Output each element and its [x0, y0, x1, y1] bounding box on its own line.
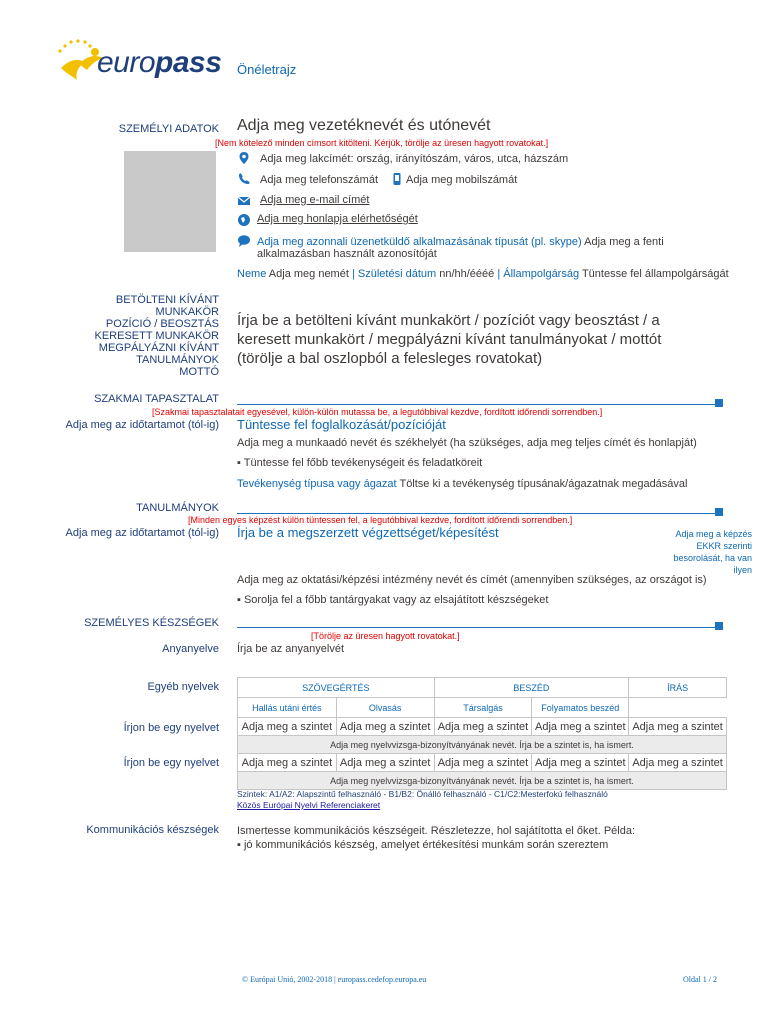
- skills-section-rule: [237, 627, 715, 628]
- level-cell[interactable]: Adja meg a szintet: [238, 718, 337, 736]
- language-table: [237, 677, 727, 790]
- photo-placeholder[interactable]: [124, 151, 216, 252]
- im-type-text: Adja meg azonnali üzenetküldő alkalmazásának típusát (pl. skype): [257, 236, 582, 248]
- subheader-listening: Hallás utáni értés: [238, 698, 337, 718]
- website-globe-icon: [237, 213, 251, 227]
- birth-value: nn/hh/éééé: [439, 268, 495, 280]
- level-cell[interactable]: Adja meg a szintet: [532, 718, 629, 736]
- level-cell[interactable]: Adja meg a szintet: [336, 718, 434, 736]
- certificate-row: [238, 772, 727, 790]
- sex-value: Adja meg nemét: [268, 268, 349, 280]
- education-institution: Adja meg az oktatási/képzési intézmény nevét és címét (amennyiben szükséges, az országot is): [237, 574, 707, 586]
- education-note: [Minden egyes képzést külön tüntessen fel, a legutóbbival kezdve, fordított időrendi sorrendben.]: [188, 515, 573, 525]
- level-cell[interactable]: Adja meg a szintet: [629, 718, 727, 736]
- education-title: Írja be a megszerzett végzettséget/képesítést: [237, 525, 499, 540]
- level-cell[interactable]: Adja meg a szintet: [532, 754, 629, 772]
- position-label-line: POZÍCIÓ / BEOSZTÁS: [105, 318, 219, 330]
- certificate-cell[interactable]: Adja meg nyelvvizsga-bizonyítványának nevét. Írja be a szintet is, ha ismert.: [238, 736, 727, 754]
- sex-label: Neme: [237, 268, 267, 280]
- language-row: [238, 718, 727, 736]
- work-section-marker: [715, 399, 723, 407]
- education-bullet: ▪ Sorolja fel a főbb tantárgyakat vagy az elsajátított készségeket: [237, 594, 549, 606]
- cefr-link[interactable]: Közös Európai Nyelvi Referenciakeret: [237, 800, 381, 810]
- eqf-line: EKKR szerinti: [696, 541, 752, 551]
- footer-copyright: © Európai Unió, 2002-2018 | europass.cedefop.europa.eu: [242, 975, 427, 984]
- skills-section-marker: [715, 622, 723, 630]
- communication-bullet: ▪ jó kommunikációs készség, amelyet értékesítési munkám során szereztem: [237, 839, 609, 851]
- education-section-marker: [715, 508, 723, 516]
- personal-section-label: SZEMÉLYI ADATOK: [118, 123, 219, 135]
- work-section-rule: [237, 404, 715, 405]
- position-text: Írja be a betölteni kívánt munkakört / pozíciót vagy beosztást / a keresett munkakört / megpályázni kívánt tanulmányokat / mottót (törölje a bal oszlopból a felesleges rovatokat): [237, 312, 662, 367]
- skills-section-label: SZEMÉLYES KÉSZSÉGEK: [84, 617, 219, 629]
- address-text: Adja meg lakcímét: ország, irányítószám, város, utca, házszám: [260, 153, 569, 165]
- nationality-label: Állampolgárság: [503, 268, 580, 280]
- position-label-line: KERESETT MUNKAKÖR: [94, 330, 219, 342]
- work-note: [Szakmai tapasztalatait egyesével, külön-külön mutassa be, a legutóbbival kezdve, fordított időrendi sorrendben.]: [152, 407, 603, 417]
- education-dates: Adja meg az időtartamot (tól-ig): [65, 527, 219, 539]
- email-envelope-icon: [237, 194, 251, 208]
- applicant-name: Adja meg vezetéknevét és utónevét: [237, 117, 491, 134]
- document-title: Önéletrajz: [237, 62, 297, 77]
- subheader-reading: Olvasás: [336, 698, 434, 718]
- personal-note: [Nem kötelező minden címsort kitölteni. Kérjük, törölje az üresen hagyott rovatokat.]: [215, 138, 549, 148]
- position-label-line: BETÖLTENI KÍVÁNT: [115, 294, 219, 306]
- subheader-production: Folyamatos beszéd: [532, 698, 629, 718]
- certificate-cell[interactable]: Adja meg nyelvvizsga-bizonyítványának nevét. Írja be a szintet is, ha ismert.: [238, 772, 727, 790]
- subheader-interaction: Társalgás: [434, 698, 532, 718]
- language-row: [238, 754, 727, 772]
- birth-label: Születési dátum: [357, 268, 437, 280]
- certificate-row: [238, 736, 727, 754]
- logo-pass: pass: [155, 46, 222, 79]
- work-bullet: ▪ Tüntesse fel főbb tevékenységeit és feladatköreit: [237, 457, 483, 469]
- work-section-label: SZAKMAI TAPASZTALAT: [94, 393, 219, 405]
- footer-page-number: Oldal 1 / 2: [683, 975, 717, 984]
- work-dates: Adja meg az időtartamot (tól-ig): [65, 419, 219, 431]
- nationality-value: Tüntesse fel állampolgárságát: [581, 268, 729, 280]
- group-header-speaking: BESZÉD: [434, 678, 629, 698]
- location-pin-icon: [237, 151, 251, 165]
- sector-label: Tevékenység típusa vagy ágazat: [237, 478, 397, 490]
- communication-label: Kommunikációs készségek: [86, 824, 219, 836]
- separator: |: [351, 268, 355, 280]
- group-header-writing: ÍRÁS: [629, 678, 727, 698]
- eqf-level-note: [636, 528, 752, 576]
- mobile-text: Adja meg mobilszámát: [406, 174, 518, 186]
- communication-text: Ismertesse kommunikációs készségeit. Részletezze, hol sajátította el őket. Példa:: [237, 825, 636, 837]
- education-section-label: TANULMÁNYOK: [136, 502, 219, 514]
- eqf-line: Adja meg a képzés: [675, 529, 752, 539]
- position-label: [95, 294, 220, 378]
- group-header-understanding: SZÖVEGÉRTÉS: [238, 678, 435, 698]
- level-cell[interactable]: Adja meg a szintet: [238, 754, 337, 772]
- eqf-line: besorolását, ha van: [673, 553, 752, 563]
- skills-note: [Törölje az üresen hagyott rovatokat.]: [311, 631, 460, 641]
- sector-value: Töltse ki a tevékenység típusának/ágazatnak megadásával: [399, 478, 688, 490]
- other-languages-label: Egyéb nyelvek: [147, 681, 219, 693]
- logo-euro: euro: [97, 46, 156, 79]
- levels-legend: Szintek: A1/A2: Alapszintű felhasználó - B1/B2: Önálló felhasználó - C1/C2:Mesterfokú felhasználó: [237, 789, 608, 799]
- website-link[interactable]: Adja meg honlapja elérhetőségét: [257, 213, 418, 225]
- level-cell[interactable]: Adja meg a szintet: [434, 754, 532, 772]
- language-name: Írjon be egy nyelvet: [123, 757, 219, 769]
- subheader-blank: [629, 698, 727, 718]
- phone-icon: [237, 172, 251, 186]
- position-label-line: MEGPÁLYÁZNI KÍVÁNT: [98, 342, 219, 354]
- phone-text: Adja meg telefonszámát: [260, 174, 379, 186]
- level-cell[interactable]: Adja meg a szintet: [629, 754, 727, 772]
- level-cell[interactable]: Adja meg a szintet: [336, 754, 434, 772]
- mother-tongue-value: Írja be az anyanyelvét: [237, 643, 345, 655]
- level-cell[interactable]: Adja meg a szintet: [434, 718, 532, 736]
- mother-tongue-label: Anyanyelve: [162, 643, 219, 655]
- eqf-line: ilyen: [733, 565, 752, 575]
- work-title: Tüntesse fel foglalkozását/pozícióját: [237, 417, 446, 432]
- europass-logo: [55, 38, 225, 88]
- work-employer: Adja meg a munkaadó nevét és székhelyét (ha szükséges, adja meg teljes címét és honlapját): [237, 437, 697, 449]
- im-id-text: Adja meg a fenti alkalmazásban használt azonosítóját: [257, 236, 664, 260]
- email-link[interactable]: Adja meg e-mail címét: [260, 194, 370, 206]
- position-label-line: MUNKAKÖR: [155, 306, 219, 318]
- language-name: Írjon be egy nyelvet: [123, 722, 219, 734]
- education-section-rule: [237, 513, 715, 514]
- separator: |: [497, 268, 501, 280]
- chat-bubble-icon: [237, 234, 251, 248]
- mobile-icon: [390, 172, 404, 186]
- position-label-line: TANULMÁNYOK: [136, 354, 219, 366]
- position-label-line: MOTTÓ: [179, 366, 219, 378]
